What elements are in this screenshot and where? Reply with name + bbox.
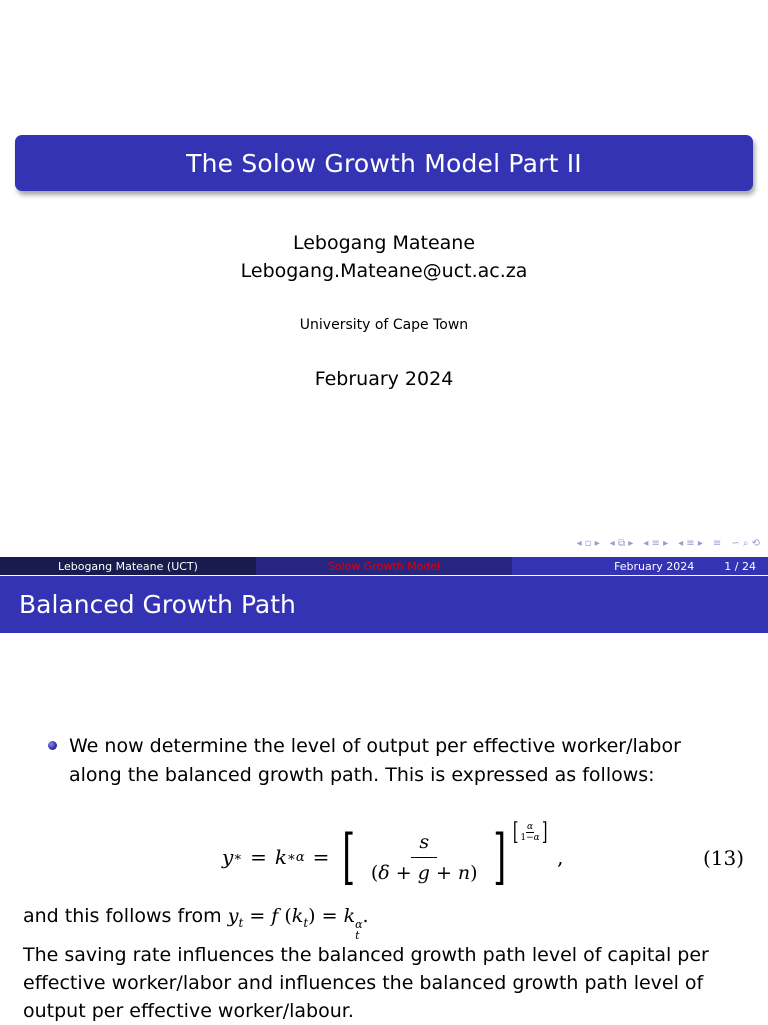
nav-search-icon[interactable]: ∽ ⌕ ⟲ xyxy=(731,538,760,549)
equation-number: (13) xyxy=(702,846,744,870)
equation-exponent: [ α 1−α ] xyxy=(512,818,548,846)
footline-right xyxy=(512,557,768,575)
frame-title-bar xyxy=(0,576,768,633)
author-name: Lebogang Mateane xyxy=(292,232,476,254)
navigation-symbols xyxy=(577,538,760,549)
nav-section-icon[interactable]: ◂ ≡ ▸ xyxy=(643,538,669,549)
footline xyxy=(0,557,768,575)
frame-title: Balanced Growth Path xyxy=(19,590,296,619)
footline-short-title: Solow Growth Model xyxy=(256,557,512,575)
follow-sentence: The saving rate influences the balanced growth path level of capital per effective worker/labor and influences the balanced growth path level of output per effective worker/labour. xyxy=(23,944,709,1022)
equation-13: y ∗ = k ∗α = [ $\frac{s}{(\delta + g + n)}$ ] [ α 1−α ] , xyxy=(222,818,564,892)
inline-formula: $y_t = f$ $(k_t) = k$ α t . xyxy=(227,905,369,942)
author-email: Lebogang.Mateane@uct.ac.za xyxy=(240,260,528,282)
bullet-text: We now determine the level of output per effective worker/labor along the balanced growth path. This is expressed as follows: xyxy=(69,735,681,786)
bullet-icon xyxy=(48,741,57,750)
nav-align-icon[interactable]: ≡ xyxy=(712,538,722,549)
footline-author: Lebogang Mateane (UCT) xyxy=(0,557,256,575)
nav-doc-icon[interactable]: ◂ ≡ ▸ xyxy=(678,538,703,549)
presentation-title: The Solow Growth Model Part II xyxy=(186,148,582,178)
nav-frame-icon[interactable]: ◂ ▫ ▸ xyxy=(576,538,600,549)
title-banner xyxy=(15,135,753,191)
equation-fraction: $\frac{s}{(\delta + g + n)}$ xyxy=(370,830,478,884)
footline-page-number: 1 / 24 xyxy=(724,559,756,573)
explanation-text xyxy=(23,902,753,1025)
bullet-item xyxy=(48,732,738,790)
follow-prefix: and this follows from xyxy=(23,905,228,927)
institute: University of Cape Town xyxy=(299,317,469,333)
follow-line xyxy=(23,902,753,941)
presentation-date: February 2024 xyxy=(314,368,454,390)
footline-date: February 2024 xyxy=(614,559,695,573)
nav-subsection-icon[interactable]: ◂ ⧉ ▸ xyxy=(609,538,634,549)
